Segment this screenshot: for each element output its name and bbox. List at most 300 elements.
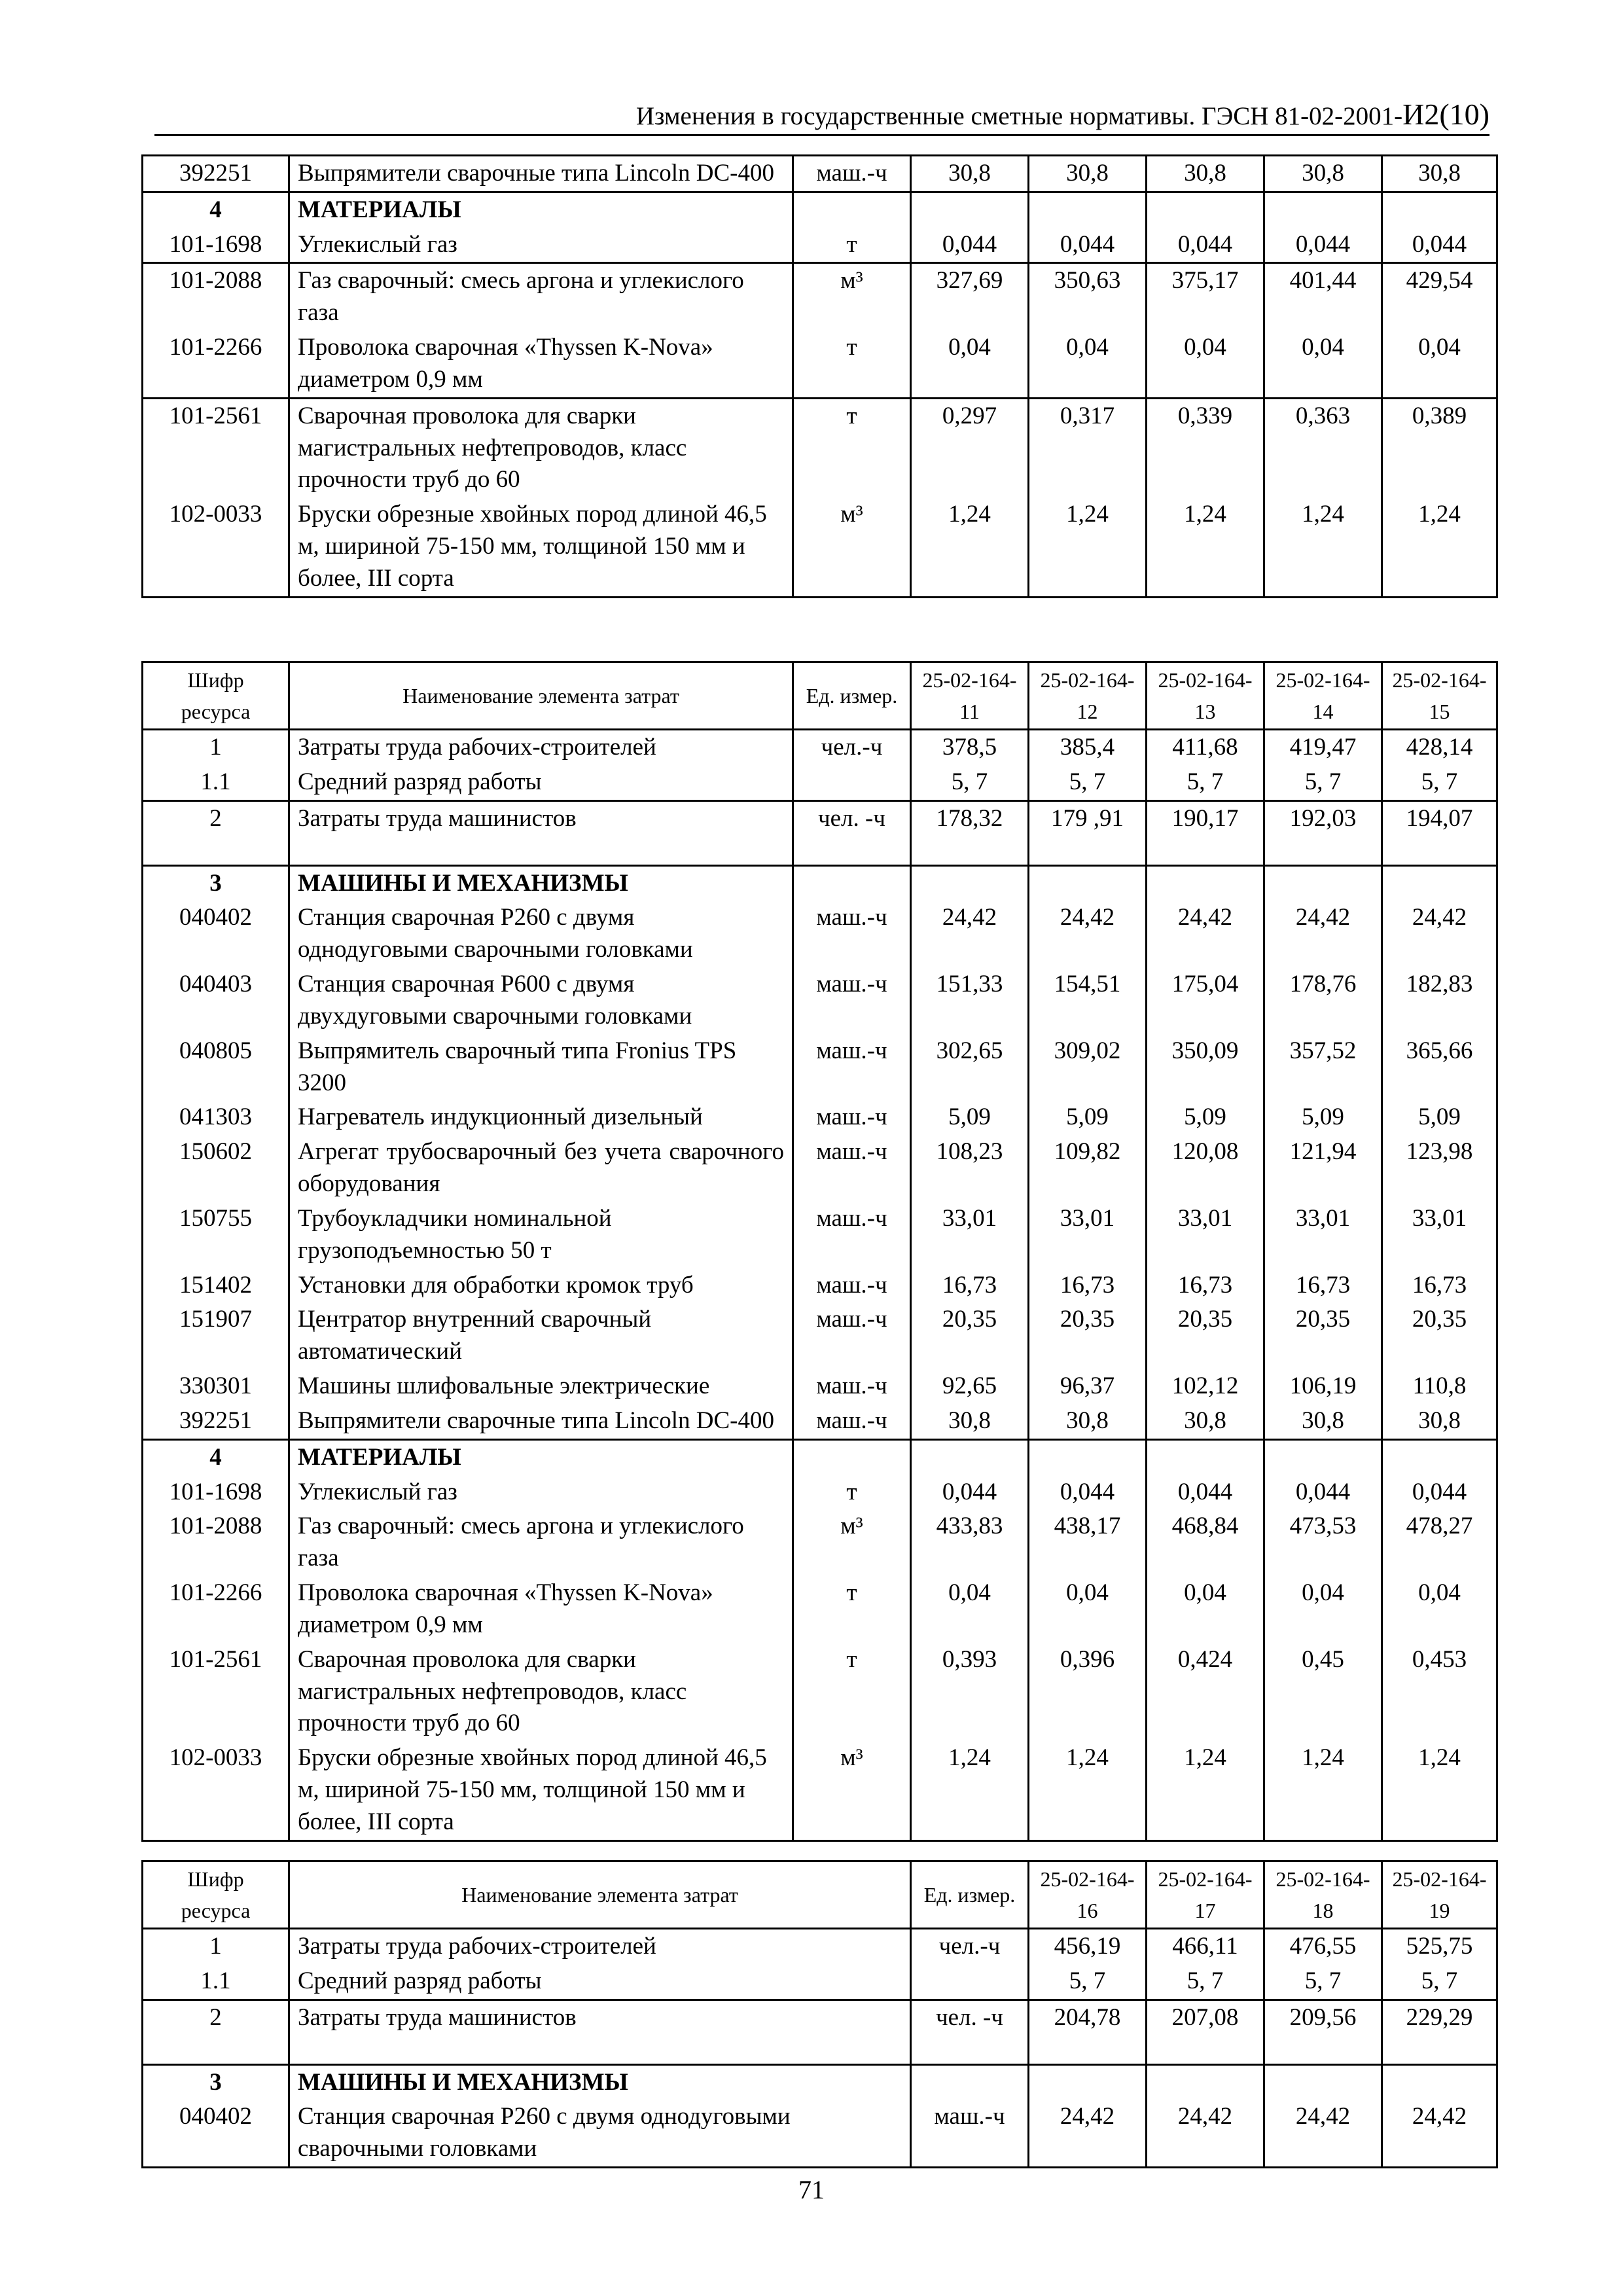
table-row [143, 1576, 1497, 1643]
resource-value: 0,04 [1147, 1576, 1264, 1643]
resource-value: 476,55 [1264, 1929, 1382, 1964]
resource-value: 16,73 [1147, 1268, 1264, 1303]
resource-value: 5, 7 [1029, 765, 1147, 800]
resource-name: МАШИНЫ И МЕХАНИЗМЫ [289, 865, 793, 901]
header-col: 25-02-164-19 [1382, 1861, 1497, 1929]
resource-value: 0,339 [1147, 398, 1264, 497]
table-row [143, 1302, 1497, 1369]
resource-value [1264, 192, 1382, 227]
resource-value: 438,17 [1029, 1509, 1147, 1576]
resource-value: 102,12 [1147, 1369, 1264, 1404]
resource-value [911, 865, 1029, 901]
resource-value: 1,24 [1147, 1741, 1264, 1840]
resource-value: 24,42 [1147, 901, 1264, 967]
resource-value: 456,19 [1029, 1929, 1147, 1964]
table-row [143, 1929, 1497, 1964]
header-col: 25-02-164-18 [1264, 1861, 1382, 1929]
resource-value: 0,363 [1264, 398, 1382, 497]
section-row [143, 1439, 1497, 1475]
resource-value: 33,01 [911, 1202, 1029, 1268]
resource-value: 0,453 [1382, 1643, 1497, 1741]
resource-value [1029, 1439, 1147, 1475]
resource-value: 194,07 [1382, 800, 1497, 865]
resource-value: 0,04 [1382, 331, 1497, 398]
resource-value: 378,5 [911, 730, 1029, 765]
resource-value: 5, 7 [1264, 765, 1382, 800]
resource-code: 2 [143, 2000, 289, 2064]
resource-name: Углекислый газ [289, 228, 793, 263]
resource-code: 392251 [143, 156, 289, 192]
resource-value: 24,42 [911, 901, 1029, 967]
resource-unit: маш.-ч [793, 1135, 911, 1202]
header-name: Наименование элемента затрат [289, 662, 793, 730]
table-row [143, 331, 1497, 398]
resource-value: 190,17 [1147, 800, 1264, 865]
resource-code: 101-2561 [143, 398, 289, 497]
header-unit: Ед. измер. [911, 1861, 1029, 1929]
resource-value: 0,04 [1382, 1576, 1497, 1643]
resource-value [1029, 865, 1147, 901]
resource-name: Углекислый газ [289, 1475, 793, 1510]
resource-value: 309,02 [1029, 1034, 1147, 1101]
resource-unit: м³ [793, 1509, 911, 1576]
resource-value: 20,35 [911, 1302, 1029, 1369]
resource-value: 24,42 [1382, 901, 1497, 967]
resource-value: 30,8 [1382, 1404, 1497, 1439]
table-row [143, 901, 1497, 967]
resource-value: 0,317 [1029, 398, 1147, 497]
resource-code: 3 [143, 2064, 289, 2100]
resource-name: МАТЕРИАЛЫ [289, 1439, 793, 1475]
resource-value: 182,83 [1382, 967, 1497, 1034]
header-code: Шифр ресурса [143, 662, 289, 730]
resource-value [1264, 2064, 1382, 2100]
resource-value: 0,044 [1147, 1475, 1264, 1510]
resource-value: 109,82 [1029, 1135, 1147, 1202]
resource-code: 1 [143, 730, 289, 765]
table-row [143, 263, 1497, 331]
resource-name: Выпрямитель сварочный типа Fronius TPS 3200 [289, 1034, 793, 1101]
resource-value: 24,42 [1264, 2100, 1382, 2167]
running-header [154, 97, 1489, 136]
resource-code: 101-2266 [143, 331, 289, 398]
resource-value: 151,33 [911, 967, 1029, 1034]
resource-value: 0,04 [1147, 331, 1264, 398]
resource-value: 433,83 [911, 1509, 1029, 1576]
resource-value [1382, 1439, 1497, 1475]
resource-value: 1,24 [1264, 497, 1382, 597]
resource-value: 120,08 [1147, 1135, 1264, 1202]
resource-value: 178,76 [1264, 967, 1382, 1034]
page-number: 71 [798, 2175, 825, 2204]
resource-value: 0,297 [911, 398, 1029, 497]
resource-value: 179 ,91 [1029, 800, 1147, 865]
resource-unit: маш.-ч [793, 1100, 911, 1135]
header-name: Наименование элемента затрат [289, 1861, 911, 1929]
resource-name: МАШИНЫ И МЕХАНИЗМЫ [289, 2064, 911, 2100]
resource-code: 3 [143, 865, 289, 901]
resource-name: Проволока сварочная «Thyssen K-Nova» диаметром 0,9 мм [289, 1576, 793, 1643]
header-col: 25-02-164-13 [1147, 662, 1264, 730]
resource-unit: т [793, 1475, 911, 1510]
resource-value: 1,24 [1382, 1741, 1497, 1840]
resource-code: 151907 [143, 1302, 289, 1369]
running-header-code: И2(10) [1402, 98, 1489, 131]
table-row [143, 1475, 1497, 1510]
resource-value: 478,27 [1382, 1509, 1497, 1576]
table-row [143, 1135, 1497, 1202]
resource-value: 16,73 [1264, 1268, 1382, 1303]
header-unit: Ед. измер. [793, 662, 911, 730]
resource-unit: маш.-ч [793, 1404, 911, 1439]
resource-value: 428,14 [1382, 730, 1497, 765]
resource-name: Затраты труда машинистов [289, 800, 793, 865]
resource-value: 375,17 [1147, 263, 1264, 331]
resource-value: 401,44 [1264, 263, 1382, 331]
resource-unit: м³ [793, 1741, 911, 1840]
resource-value: 0,044 [911, 1475, 1029, 1510]
resource-code: 040402 [143, 2100, 289, 2167]
header-col: 25-02-164-11 [911, 662, 1029, 730]
resource-value: 5,09 [1147, 1100, 1264, 1135]
resource-name: Станция сварочная P260 с двумя однодуговыми сварочными головками [289, 901, 793, 967]
resource-value: 0,04 [1264, 1576, 1382, 1643]
resource-value [1382, 192, 1497, 227]
resource-value: 0,044 [1382, 1475, 1497, 1510]
resource-code: 101-2561 [143, 1643, 289, 1741]
resource-value: 96,37 [1029, 1369, 1147, 1404]
resource-value: 5,09 [911, 1100, 1029, 1135]
resource-value: 175,04 [1147, 967, 1264, 1034]
table-body [143, 1929, 1497, 2168]
resource-value: 24,42 [1147, 2100, 1264, 2167]
resource-value: 1,24 [1147, 497, 1264, 597]
resource-value: 411,68 [1147, 730, 1264, 765]
resource-value: 468,84 [1147, 1509, 1264, 1576]
resource-name: Станция сварочная P600 с двумя двухдуговыми сварочными головками [289, 967, 793, 1034]
resource-value: 108,23 [911, 1135, 1029, 1202]
resource-value: 30,8 [911, 156, 1029, 192]
resource-value: 121,94 [1264, 1135, 1382, 1202]
resource-value [1147, 1439, 1264, 1475]
resource-code: 150755 [143, 1202, 289, 1268]
resource-value: 0,044 [1029, 228, 1147, 263]
resource-name: Затраты труда машинистов [289, 2000, 911, 2064]
resource-name: Сварочная проволока для сварки магистральных нефтепроводов, класс прочности труб до 60 [289, 398, 793, 497]
resource-value: 30,8 [1264, 1404, 1382, 1439]
resource-value: 0,424 [1147, 1643, 1264, 1741]
resource-value: 1,24 [1029, 1741, 1147, 1840]
resource-value: 24,42 [1029, 2100, 1147, 2167]
resource-value: 5,09 [1382, 1100, 1497, 1135]
resource-name: Станция сварочная P260 с двумя однодуговыми сварочными головками [289, 2100, 911, 2167]
resource-name: Выпрямители сварочные типа Lincoln DC-400 [289, 156, 793, 192]
resource-value: 429,54 [1382, 263, 1497, 331]
resource-value: 33,01 [1264, 1202, 1382, 1268]
resource-value: 5,09 [1264, 1100, 1382, 1135]
table-row [143, 2100, 1497, 2167]
resource-value: 24,42 [1029, 901, 1147, 967]
resource-value: 24,42 [1264, 901, 1382, 967]
section-row [143, 192, 1497, 227]
resource-name: МАТЕРИАЛЫ [289, 192, 793, 227]
table-body [143, 156, 1497, 598]
resource-value [1147, 865, 1264, 901]
resource-value: 92,65 [911, 1369, 1029, 1404]
resource-code: 330301 [143, 1369, 289, 1404]
resource-value: 229,29 [1382, 2000, 1497, 2064]
resource-value [1264, 1439, 1382, 1475]
table-row [143, 1741, 1497, 1840]
resource-value [1147, 2064, 1264, 2100]
resource-name: Трубоукладчики номинальной грузоподъемностью 50 т [289, 1202, 793, 1268]
resource-name: Нагреватель индукционный дизельный [289, 1100, 793, 1135]
resource-unit: т [793, 331, 911, 398]
resource-value: 20,35 [1382, 1302, 1497, 1369]
table-row [143, 1100, 1497, 1135]
resource-value [1382, 2064, 1497, 2100]
table-row [143, 765, 1497, 800]
resource-value: 30,8 [1029, 1404, 1147, 1439]
table-row [143, 1643, 1497, 1741]
resource-value: 0,044 [1382, 228, 1497, 263]
resource-value: 106,19 [1264, 1369, 1382, 1404]
resource-value: 0,04 [911, 331, 1029, 398]
resource-unit: маш.-ч [793, 1302, 911, 1369]
table-row [143, 1509, 1497, 1576]
resource-unit [793, 765, 911, 800]
resource-unit: маш.-ч [793, 156, 911, 192]
resource-value: 33,01 [1147, 1202, 1264, 1268]
table-row [143, 1404, 1497, 1439]
resource-value: 24,42 [1382, 2100, 1497, 2167]
resource-value: 5, 7 [1147, 1964, 1264, 2000]
resource-value: 5, 7 [1147, 765, 1264, 800]
resource-value: 110,8 [1382, 1369, 1497, 1404]
table-header-row [143, 662, 1497, 730]
resource-value: 385,4 [1029, 730, 1147, 765]
resource-table-continued [141, 154, 1498, 598]
resource-unit [793, 192, 911, 227]
resource-value: 33,01 [1029, 1202, 1147, 1268]
table-body [143, 730, 1497, 1841]
resource-value: 1,24 [1382, 497, 1497, 597]
resource-code: 101-2088 [143, 1509, 289, 1576]
resource-value: 20,35 [1147, 1302, 1264, 1369]
running-header-title: Изменения в государственные сметные нормативы. ГЭСН 81-02-2001- [635, 102, 1403, 130]
resource-value: 0,044 [1264, 1475, 1382, 1510]
header-col: 25-02-164-14 [1264, 662, 1382, 730]
resource-table-164-16-19 [141, 1860, 1498, 2168]
resource-unit: маш.-ч [793, 901, 911, 967]
table-row [143, 156, 1497, 192]
resource-value: 1,24 [911, 497, 1029, 597]
resource-value: 20,35 [1264, 1302, 1382, 1369]
resource-value: 0,044 [911, 228, 1029, 263]
resource-value: 327,69 [911, 263, 1029, 331]
resource-code: 040402 [143, 901, 289, 967]
resource-value: 30,8 [1264, 156, 1382, 192]
resource-value: 0,45 [1264, 1643, 1382, 1741]
resource-value: 154,51 [1029, 967, 1147, 1034]
resource-name: Проволока сварочная «Thyssen K-Nova» диаметром 0,9 мм [289, 331, 793, 398]
resource-code: 150602 [143, 1135, 289, 1202]
resource-value: 0,044 [1264, 228, 1382, 263]
resource-name: Газ сварочный: смесь аргона и углекислого газа [289, 1509, 793, 1576]
resource-code: 101-2088 [143, 263, 289, 331]
resource-value: 123,98 [1382, 1135, 1497, 1202]
resource-value: 350,63 [1029, 263, 1147, 331]
resource-unit: чел.-ч [793, 730, 911, 765]
resource-code: 4 [143, 1439, 289, 1475]
resource-value: 207,08 [1147, 2000, 1264, 2064]
resource-value: 466,11 [1147, 1929, 1264, 1964]
table-row [143, 967, 1497, 1034]
table-row [143, 398, 1497, 497]
resource-value: 473,53 [1264, 1509, 1382, 1576]
resource-unit [793, 1439, 911, 1475]
resource-value: 5, 7 [1029, 1964, 1147, 2000]
resource-value [911, 1439, 1029, 1475]
table-row [143, 1964, 1497, 2000]
resource-value: 0,044 [1029, 1475, 1147, 1510]
resource-unit: маш.-ч [793, 1268, 911, 1303]
header-col: 25-02-164-12 [1029, 662, 1147, 730]
resource-name: Бруски обрезные хвойных пород длиной 46,5 м, шириной 75-150 мм, толщиной 150 мм и более, III сорта [289, 497, 793, 597]
resource-code: 1.1 [143, 765, 289, 800]
resource-code: 2 [143, 800, 289, 865]
resource-unit: чел.-ч [911, 1929, 1029, 1964]
resource-code: 040403 [143, 967, 289, 1034]
resource-value: 33,01 [1382, 1202, 1497, 1268]
resource-code: 392251 [143, 1404, 289, 1439]
resource-unit: чел. -ч [911, 2000, 1029, 2064]
table-row [143, 1034, 1497, 1101]
resource-name: Бруски обрезные хвойных пород длиной 46,5 м, шириной 75-150 мм, толщиной 150 мм и более, III сорта [289, 1741, 793, 1840]
resource-value: 0,396 [1029, 1643, 1147, 1741]
table-row [143, 2000, 1497, 2064]
resource-value: 30,8 [1147, 1404, 1264, 1439]
resource-name: Газ сварочный: смесь аргона и углекислого газа [289, 263, 793, 331]
resource-value: 5, 7 [911, 765, 1029, 800]
resource-value: 30,8 [1147, 156, 1264, 192]
resource-value: 16,73 [1382, 1268, 1497, 1303]
resource-value: 30,8 [1029, 156, 1147, 192]
resource-unit: т [793, 1643, 911, 1741]
resource-code: 041303 [143, 1100, 289, 1135]
resource-value: 5, 7 [1382, 765, 1497, 800]
resource-value: 5, 7 [1264, 1964, 1382, 2000]
resource-value: 30,8 [911, 1404, 1029, 1439]
resource-value: 192,03 [1264, 800, 1382, 865]
resource-code: 040805 [143, 1034, 289, 1101]
resource-value: 178,32 [911, 800, 1029, 865]
resource-value: 16,73 [1029, 1268, 1147, 1303]
resource-value: 525,75 [1382, 1929, 1497, 1964]
resource-unit: т [793, 1576, 911, 1643]
resource-value: 0,389 [1382, 398, 1497, 497]
header-code: Шифр ресурса [143, 1861, 289, 1929]
resource-value: 0,04 [1264, 331, 1382, 398]
resource-code: 1.1 [143, 1964, 289, 2000]
table-row [143, 497, 1497, 597]
resource-value: 1,24 [911, 1741, 1029, 1840]
resource-value [1029, 2064, 1147, 2100]
resource-value: 1,24 [1264, 1741, 1382, 1840]
resource-value [1147, 192, 1264, 227]
resource-code: 1 [143, 1929, 289, 1964]
resource-unit: м³ [793, 263, 911, 331]
resource-table-164-11-15 [141, 661, 1498, 1842]
resource-value: 0,04 [911, 1576, 1029, 1643]
resource-value: 0,04 [1029, 331, 1147, 398]
resource-code: 101-1698 [143, 228, 289, 263]
table-row [143, 800, 1497, 865]
resource-value: 0,044 [1147, 228, 1264, 263]
resource-name: Установки для обработки кромок труб [289, 1268, 793, 1303]
resource-name: Машины шлифовальные электрические [289, 1369, 793, 1404]
resource-unit [793, 865, 911, 901]
resource-value: 0,393 [911, 1643, 1029, 1741]
resource-name: Выпрямители сварочные типа Lincoln DC-400 [289, 1404, 793, 1439]
resource-value: 0,04 [1029, 1576, 1147, 1643]
resource-value [911, 192, 1029, 227]
resource-name: Сварочная проволока для сварки магистральных нефтепроводов, класс прочности труб до 60 [289, 1643, 793, 1741]
resource-value: 365,66 [1382, 1034, 1497, 1101]
resource-unit: маш.-ч [793, 1034, 911, 1101]
resource-unit: чел. -ч [793, 800, 911, 865]
resource-name: Средний разряд работы [289, 1964, 911, 2000]
resource-value: 30,8 [1382, 156, 1497, 192]
resource-value: 419,47 [1264, 730, 1382, 765]
table-row [143, 228, 1497, 263]
resource-unit [911, 1964, 1029, 2000]
resource-value: 5, 7 [1382, 1964, 1497, 2000]
resource-value: 204,78 [1029, 2000, 1147, 2064]
resource-unit [911, 2064, 1029, 2100]
resource-code: 151402 [143, 1268, 289, 1303]
resource-name: Затраты труда рабочих-строителей [289, 730, 793, 765]
resource-value: 20,35 [1029, 1302, 1147, 1369]
header-col: 25-02-164-16 [1029, 1861, 1147, 1929]
resource-name: Агрегат трубосварочный без учета сварочного оборудования [289, 1135, 793, 1202]
resource-unit: маш.-ч [911, 2100, 1029, 2167]
table-row [143, 730, 1497, 765]
resource-unit: м³ [793, 497, 911, 597]
section-row [143, 865, 1497, 901]
resource-code: 102-0033 [143, 1741, 289, 1840]
resource-code: 4 [143, 192, 289, 227]
header-col: 25-02-164-15 [1382, 662, 1497, 730]
resource-unit: маш.-ч [793, 1202, 911, 1268]
resource-value: 350,09 [1147, 1034, 1264, 1101]
resource-name: Затраты труда рабочих-строителей [289, 1929, 911, 1964]
resource-code: 101-2266 [143, 1576, 289, 1643]
resource-unit: т [793, 398, 911, 497]
section-row [143, 2064, 1497, 2100]
resource-unit: маш.-ч [793, 1369, 911, 1404]
resource-value: 209,56 [1264, 2000, 1382, 2064]
resource-code: 102-0033 [143, 497, 289, 597]
resource-value: 302,65 [911, 1034, 1029, 1101]
table-header-row [143, 1861, 1497, 1929]
table-row [143, 1268, 1497, 1303]
resource-value [1264, 865, 1382, 901]
resource-unit: маш.-ч [793, 967, 911, 1034]
resource-name: Средний разряд работы [289, 765, 793, 800]
resource-value: 16,73 [911, 1268, 1029, 1303]
header-col: 25-02-164-17 [1147, 1861, 1264, 1929]
